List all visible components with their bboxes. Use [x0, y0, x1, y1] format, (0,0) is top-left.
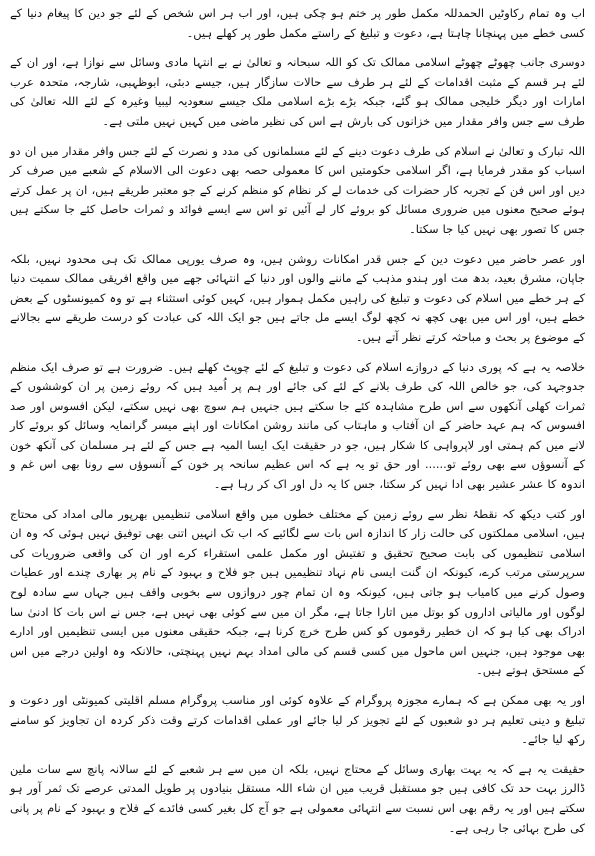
paragraph-1: اب وہ تمام رکاوٹیں الحمدللہ مکمل طور پر ختم ہو چکی ہیں، اور اب ہر اس شخص کے لئے جو دین کا پیغام دنیا کے کسی خطے میں پہنچانا چاہتا ہے، دعوت و تبلیغ کے راستے مکمل طور پر کھلے ہیں۔: [10, 6, 585, 40]
paragraph-7: اور یہ بھی ممکن ہے کہ ہمارے مجوزہ پروگرام کے علاوہ کوئی اور مناسب پروگرام مسلم اقلیتی کمیونٹی اور دعوت و تبلیغ و دینی تعلیم ہر دو شعبوں کے لئے تجویز کر لیا جائے اور عملی اقدامات کرتے وقت ذکر کردہ ان تجاویز کو سامنے رکھ لیا جائے۔: [10, 693, 585, 747]
paragraph-6: اور کتب دیکھ کہ نقطۂ نظر سے روئے زمین کے مختلف خطوں میں واقع اسلامی تنظیمیں بھرپور مالی امداد کی محتاج ہیں، اسلامی مملکتوں کی حالت زار کا اندازہ اس بات سے لگائیے کہ اب تک انہیں اتنی بھی توفیق نہیں ہوئی کہ وہ ان اسلامی تنظیموں کی بابت صحیح تحقیق و تفتیش اور مکمل علمی استقراء کرے اور ان کی واقعی ضروریات کی سرپرستی مرتب کرے، کیونکہ ان گنت ایسی نام نہاد تنظیمیں ہیں جو فلاح و بہبود کے نام پر بھاری چندے اور عطیات وصول کرنے میں کامیاب ہو جاتی ہیں، کیونکہ وہ ان تمام چور دروازوں سے بخوبی واقف ہیں جہاں سے سادہ لوح لوگوں اور مالیاتی اداروں کو بوتل میں اتارا جاتا ہے، مگر ان میں سے کوئی بھی نہیں ہے، جس نے اس بات کا ادنیٰ سا ادراک بھی کیا ہو کہ ان خطیر رقوموں کو کس طرح خرچ کرنا ہے، جبکہ حقیقی معنوں میں ایسی تنظیمیں اور ادارے بھی موجود ہیں، جنہیں اس ماحول میں کسی قسم کی مالی امداد بہم نہیں پہنچتی، حالانکہ وہ اولین درجے میں اس کے مستحق ہوتے ہیں۔: [10, 506, 585, 678]
paragraph-5: خلاصہ یہ ہے کہ پوری دنیا کے دروازے اسلام کی دعوت و تبلیغ کے لئے چوپٹ کھلے ہیں۔ ضرورت ہے تو صرف ایک منظم جدوجہد کی، جو خالص اللہ کی طرف بلانے کے لئے کی جائے اور ہم پر اُمید ہیں کہ روئے زمین پر ان کوششوں کے ثمرات کھلی آنکھوں سے اس طرح مشاہدہ کئے جا سکتے ہیں جنہیں ہم سوچ بھی نہیں سکتے، لیکن افسوس اور صد افسوس کہ ہم عہد حاضر کے ان آفتاب و ماہتاب کی مانند روشن امکانات اور اپنے میسر گرانمایہ وسائل کو بروئے کار لانے میں کم ہمتی اور لاپرواہی کا شکار ہیں، جو در حقیقت ایک ایسا المیہ ہے جس کے لئے ہر مسلمان کی آنکھ خون کے آنسوؤں سے بھی روئے تو...... اور حق تو یہ ہے کہ اس عظیم سانحہ پر خون کے آنسوؤں سے رونا بھی اس غم و اندوہ کا عشر عشیر بھی ادا نہیں کر سکتا، جس کا یہ دل اور اک کر رہا ہے۔: [10, 359, 585, 492]
paragraph-4: اور عصر حاضر میں دعوت دین کے جس قدر امکانات روشن ہیں، وہ صرف یورپی ممالک تک ہی محدود نہیں، بلکہ جاپان، مشرق بعید، بدھ مت اور ہندو مذہب کے ماننے والوں اور دنیا کے انتہائی جھے میں واقع افریقی ممالک سمیت دنیا کے ہر خطے میں اسلام کی دعوت و تبلیغ کی راہیں مکمل ہموار ہیں، کہیں کوئی استثناء ہے تو وہ کمیونسٹوں کے بعض خطے ہیں، اور اس میں بھی کچھ نہ کچھ لوگ ایسے مل جاتے ہیں جو ایک اللہ کی عبادت کو درست طریقے سے بجالانے کے موضوع پر بحث و مباحثہ کرتے نظر آتے ہیں۔: [10, 251, 585, 344]
paragraph-3: اللہ تبارک و تعالیٰ نے اسلام کی طرف دعوت دینے کے لئے مسلمانوں کی مدد و نصرت کے لئے جس وافر مقدار میں ان دو اسباب کو مقدر فرمایا ہے، اگر اسلامی حکومتیں اس کا معمولی حصہ بھی دعوت الی الاسلام کے شعبے میں صرف کر دیں اور اس فن کے تجربہ کار حضرات کی خدمات لے کر نظام کو منظم کرنے کے جو معتبر طریقے ہیں، ان پر عمل کرتے ہوئے صحیح معنوں میں ضروری مسائل کو بروئے کار لے آئیں تو اس سے ایسے فوائد و ثمرات حاصل کئے جا سکتے ہیں جس کا تصور بھی نہیں کیا جا سکتا۔: [10, 143, 585, 236]
paragraph-8: حقیقت یہ ہے کہ یہ بہت بھاری وسائل کے محتاج نہیں، بلکہ ان میں سے ہر شعبے کے لئے سالانہ پانچ سے سات ملین ڈالرز بہت حد تک کافی ہیں جو مستقبل قریب میں ان شاء اللہ مستقل بنیادوں پر طویل المدتی عرصے تک ثمر آور ہو سکتے ہیں اور یہ رقم بھی اس نسبت سے انتہائی معمولی ہے جو آج کل بغیر کسی فائدے کے فلاح و بہبود کے نام پر پانی کی طرح بہائی جا رہی ہے۔: [10, 761, 585, 835]
paragraph-2: دوسری جانب چھوٹے چھوٹے اسلامی ممالک تک کو اللہ سبحانہ و تعالیٰ نے بے انتہا مادی وسائل سے نوازا ہے، اور ان کے لئے ہر قسم کے مثبت اقدامات کے لئے ہر طرف سے حالات سازگار ہیں، جیسے دبئی، ابوظہبی، شارجہ، متحدہ عرب امارات اور دیگر خلیجی ممالک ہو گئے، جبکہ بڑے بڑے اسلامی ملک جیسے سعودیہ لیبیا وغیرہ کے لئے اللہ تعالیٰ کی طرف سے جس وافر مقدار میں خزانوں کی بارش ہے اس کی نظیر ماضی میں کہیں نہیں ملتی ہے۔: [10, 55, 585, 128]
